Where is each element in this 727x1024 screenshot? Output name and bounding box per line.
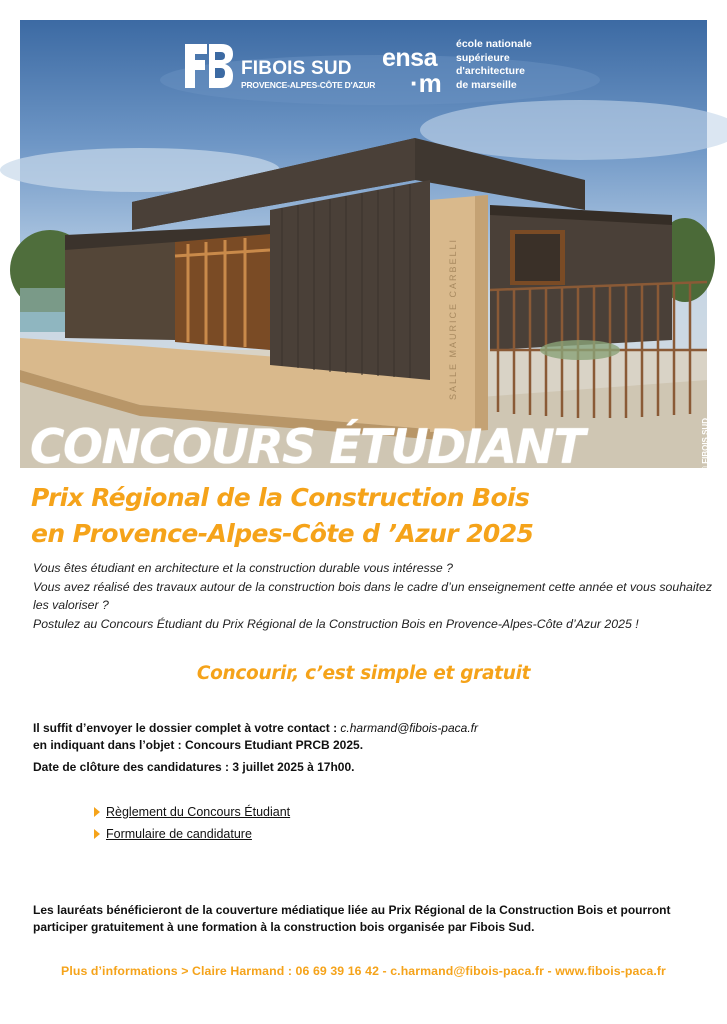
- page-subtitle: [31, 480, 533, 552]
- document-links: [94, 801, 290, 845]
- page-title: CONCOURS ÉTUDIANT: [30, 420, 584, 475]
- ensa-logo: [382, 38, 582, 98]
- laureats-text: Les lauréats bénéficieront de la couverture médiatique liée au Prix Régional de la Construction Bois et pourront participer gratuitement à une formation à la construction bois organisée par Fibois Sud.: [33, 903, 671, 934]
- reglement-link[interactable]: Règlement du Concours Étudiant: [106, 805, 291, 819]
- formulaire-link[interactable]: Formulaire de candidature: [106, 827, 252, 841]
- ensa-caption: [456, 38, 532, 92]
- footer-contact: Plus d’informations > Claire Harmand : 06 69 39 16 42 - c.harmand@fibois-paca.fr - www.fibois-paca.fr: [61, 964, 666, 978]
- ensa-line: supérieure: [456, 51, 510, 64]
- hero-photo: [20, 20, 710, 472]
- fibois-logo: [183, 40, 376, 95]
- deadline-text: Date de clôture des candidatures : 3 juillet 2025 à 17h00.: [33, 760, 355, 774]
- intro-paragraph: Vous êtes étudiant en architecture et la construction durable vous intéresse ?: [33, 561, 453, 575]
- link-item-formulaire: [94, 823, 290, 845]
- ensa-line: école nationale: [456, 38, 532, 50]
- fibois-mark-icon: [183, 40, 235, 92]
- intro-text: [33, 559, 713, 633]
- link-item-reglement: [94, 801, 290, 823]
- simple-heading: Concourir, c’est simple et gratuit: [196, 663, 531, 684]
- instructions: [33, 720, 703, 776]
- ensa-line: de marseille: [456, 78, 517, 91]
- fibois-name: FIBOIS SUD: [241, 58, 352, 79]
- contact-email[interactable]: c.harmand@fibois-paca.fr: [340, 721, 478, 735]
- instructions-text: Il suffit d’envoyer le dossier complet à votre contact :: [33, 721, 341, 735]
- ensa-word: ensa: [382, 44, 437, 72]
- arrow-right-icon: [94, 829, 100, 839]
- intro-paragraph: Postulez au Concours Étudiant du Prix Régional de la Construction Bois en Provence-Alpes-Côte d’Azur 2025 !: [33, 616, 639, 631]
- photo-credit: © FIBOIS SUD: [701, 418, 710, 472]
- arrow-right-icon: [94, 807, 100, 817]
- instructions-contact: [33, 720, 703, 737]
- building-sign: SALLE MAURICE CARBELLI: [448, 237, 458, 400]
- intro-paragraph: Vous avez réalisé des travaux autour de la construction bois dans le cadre d’un enseignement cette année et vous souhaitez les valoriser ?: [33, 579, 713, 612]
- instructions-subject: en indiquant dans l’objet : Concours Etudiant PRCB 2025.: [33, 738, 364, 752]
- fibois-region: PROVENCE-ALPES-CÔTE D'AZUR: [241, 80, 376, 90]
- ensa-m: ·m: [410, 68, 442, 98]
- ensa-line: d'architecture: [456, 65, 526, 77]
- subtitle-line: en Provence-Alpes-Côte d ’Azur 2025: [31, 519, 534, 548]
- subtitle-line: Prix Régional de la Construction Bois: [31, 483, 530, 512]
